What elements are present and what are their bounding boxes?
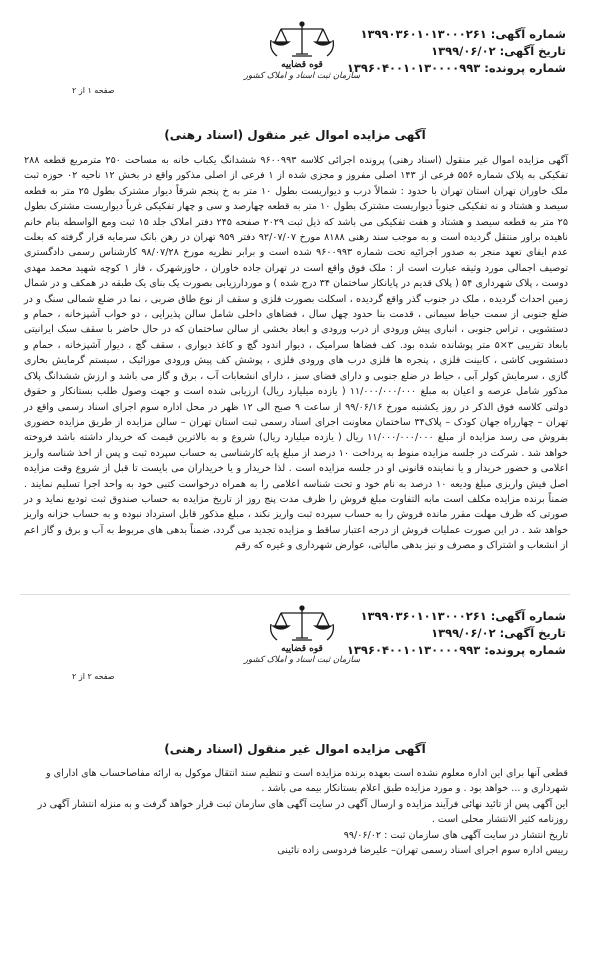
notice-title: آگهی مزایده اموال غیر منقول (اسناد رهنی) (164, 128, 426, 142)
file-number: شماره پرونده: ۱۳۹۶۰۴۰۰۱۰۱۳۰۰۰۰۹۹۳ (346, 61, 566, 75)
notice-title: آگهی مزایده اموال غیر منقول (اسناد رهنی) (164, 742, 426, 756)
ad-number: شماره آگهی: ۱۳۹۹۰۳۶۰۱۰۱۳۰۰۰۲۶۱ (360, 609, 566, 623)
signature-line: رییس اداره سوم اجرای اسناد رسمی تهران– علیرضا فردوسی زاده نائینی (277, 845, 568, 857)
notice-body: آگهی مزایده اموال غیر منقول (اسناد رهنی) پرونده اجرائی کلاسه ۹۶۰۰۹۹۳ ششدانگ یکباب خانه به مساحت ۲۵۰ مترمربع قطعه ۲۸۸ تفکیکی به پلاک شماره ۵۵۶ فرعی از ۱۴۳ اصلی مفروز و مجزی شده از ۱ فرعی از اصلی مذکور واقع در بخش ۱۲ ناحیه ۰۲ حوزه ثبت ملک خاوران تهران استان تهران با حدود : شمالاً درب و دیواریست بطول ۱۰ متر به خ پنجم شرقاً دیوار مشترک بطول ۲۵ متر به قطعه سیصد و هشتاد و نه تفکیکی جنوباً دیواریست مشترک بطول ۱۰ متر به قطعه چهارصد و سی و چهار تفکیکی غرباً دیواریست مشترک بطول ۲۵ متر به قطعه سیصد و هشتاد و هفت تفکیکی می باشد که ذیل ثبت ۲۰۲۹ صفحه ۲۴۵ دفتر املاک جلد ۱۵ ثبت ومع الواسطه بنام خانم ناهیده براور منتقل گردیده است و به موجب سند رهنی ۸۱۸۸ مورخ ۹۲/۰۷/۰۷ دفتر ۹۵۹ تهران در رهن بانک سرمایه قرار گرفته که بعلت عدم ایفای تعهد منجر به صدور اجرائیه تحت شماره ۹۶۰۰۹۹۳ شده است و برابر نظریه مورخ ۹۸/۰۷/۲۸ کارشناس رسمی دادگستری توصیف اجمالی مورد وثیقه عبارت است از : ملک فوق واقع است در تهران جاده خاوران ، خاورشهرک ، فاز ۱ کوچه شهید محمد مهدی دوست ، پلاک شهرداری ۵۴ ( پلاک قدیم در پایانکار ساختمان ۳۴ درج شده ) و موردارزیابی بصورت یک بنای یک طبقه در همکف و در شمال زمین احداث گردیده ، ملک در جنوب گذر واقع گردیده ، اسکلت بصورت فلزی و سقف از نوع طاق ضربی ، نما در ضلع شمالی سنگ و در ضلع جنوبی از سمت حیاط سیمانی ، قدمت بنا حدود چهل سال ، فضاهای داخلی شامل سالن پذیرایی ، دو خواب آشپزخانه ، حمام و دستشویی ، تراس جنوبی ، انباری پیش ورودی از درب ورودی و ابعاد بخشی از سالن ساختمان که در حال حاضر با سقف سبک ایرانیتی بابعاد تقریبی ۳×۵ متر پوشانده شده بود. کف فضاها سرامیک ، دیوار اندود گچ و کاغذ دیواری ، سقف گچ ، دیوار آشپزخانه ، حمام و دستشویی کاشی ، کابینت فلزی ، پنجره ها فلزی درب های ورودی فلزی ، پوشش کف پیش ورودی موزائیک ، سیستم گرمایش بخاری گازی ، سرمایش کولر آبی ، حیاط در ضلع جنوبی و دارای فضای سبز ، دارای انشعابات آب ، برق و گاز می باشد و ارزش ششدانگ پلاک مذکور شامل عرصه و اعیان به مبلغ ۱۱/۰۰۰/۰۰۰/۰۰۰ ( یازده میلیارد ریال) ارزیابی شده است و جهت وصول طلب بستانکار و حقوق دولتی کلاسه فوق الذکر در روز یکشنبه مورخ ۹۹/۰۶/۱۶ از ساعت ۹ صبح الی ۱۲ ظهر در محل اداره سوم اجرای اسناد رسمی واقع در تهران – چهارراه جهان کودک – پلاک۳۴ ساختمان معاونت اجرای اسناد رسمی ثبت استان تهران – سالن مزایده از طریق مزایده حضوری بفروش می رسد مزایده از مبلغ ۱۱/۰۰۰/۰۰۰/۰۰۰ ریال ( یازده میلیارد ریال) شروع و به بالاترین قیمت که خریدار داشته باشد فروخته خواهد شد . شرکت در جلسه مزایده منوط به پرداخت ۱۰ درصد از مبلغ پایه کارشناسی به حساب سپرده ثبت و پس از اخذ شناسه واریز اعلامی و حضور خریدار و یا نماینده قانونی او در جلسه مزایده است . لذا خریدار و یا خریداران می بایست تا قبل از شروع وقت مزایده اصل فیش واریزی مبلغ ودیعه ۱۰ درصد به نام خود و تحت شناسه اعلامی را به همراه درخواست کتبی خود به واحد اجرا تسلیم نمایند . ضمناً برنده مزایده مکلف است مابه التفاوت مبلغ فروش را ظرف مدت پنج روز از تاریخ مزایده به حساب صندوق ثبت تودیع نماید و در صورتی که ظرف مهلت مقرر مانده فروش را به حساب سپرده ثبت واریز نکند ، مبلغ مذکور قابل استرداد نبوده و به حساب خزانه واریز خواهد شد . در این صورت عملیات فروش از درجه اعتبار ساقط و مزایده تجدید می گردد، ضمناً بدهی های مربوط به آب و برق و گاز اعم از انشعاب و اشتراک و مصرف و نیز بدهی مالیاتی، عوارض شهرداری و غیره که رقم (24, 155, 569, 552)
judiciary-emblem (222, 604, 382, 665)
organization-name: سازمان ثبت اسناد و املاک کشور (243, 71, 361, 81)
publish-date: تاریخ انتشار در سایت آگهی های سازمان ثبت : ۹۹/۰۶/۰۲ (343, 829, 568, 841)
notice-body (24, 766, 568, 858)
ad-date: تاریخ آگهی: ۱۳۹۹/۰۶/۰۲ (431, 626, 566, 640)
paragraph: این آگهی پس از تائید نهائی فرآیند مزایده و ارسال آگهی در سایت آگهی های سازمان ثبت قرار خواهد گرفت و به منزله انتشار آگهی در روزنامه کثیر الانتشار محلی است . (37, 798, 568, 826)
notice-page-2 (0, 600, 590, 958)
judiciary-label: قوه قضاییه (281, 644, 323, 654)
scales-of-justice-icon (267, 20, 337, 60)
paragraph: قطعی آنها برای این اداره معلوم نشده است بعهده برنده مزایده است و تنظیم سند انتقال موکول به ارائه مفاصاحساب های ادارای و شهرداری و ... خواهد بود . و مورد مزایده طبق اعلام بستانکار بیمه می باشد . (45, 768, 568, 795)
file-number: شماره پرونده: ۱۳۹۶۰۴۰۰۱۰۱۳۰۰۰۰۹۹۳ (346, 643, 566, 657)
organization-name: سازمان ثبت اسناد و املاک کشور (243, 655, 361, 665)
ad-date: تاریخ آگهی: ۱۳۹۹/۰۶/۰۲ (431, 44, 566, 58)
page-label: صفحه ۲ از ۲ (72, 672, 115, 681)
judiciary-label: قوه قضاییه (281, 60, 323, 70)
judiciary-emblem (222, 20, 382, 81)
scales-of-justice-icon (267, 604, 337, 644)
ad-number: شماره آگهی: ۱۳۹۹۰۳۶۰۱۰۱۳۰۰۰۲۶۱ (360, 27, 566, 41)
page-divider (20, 594, 570, 595)
page-label: صفحه ۱ از ۲ (72, 86, 115, 95)
